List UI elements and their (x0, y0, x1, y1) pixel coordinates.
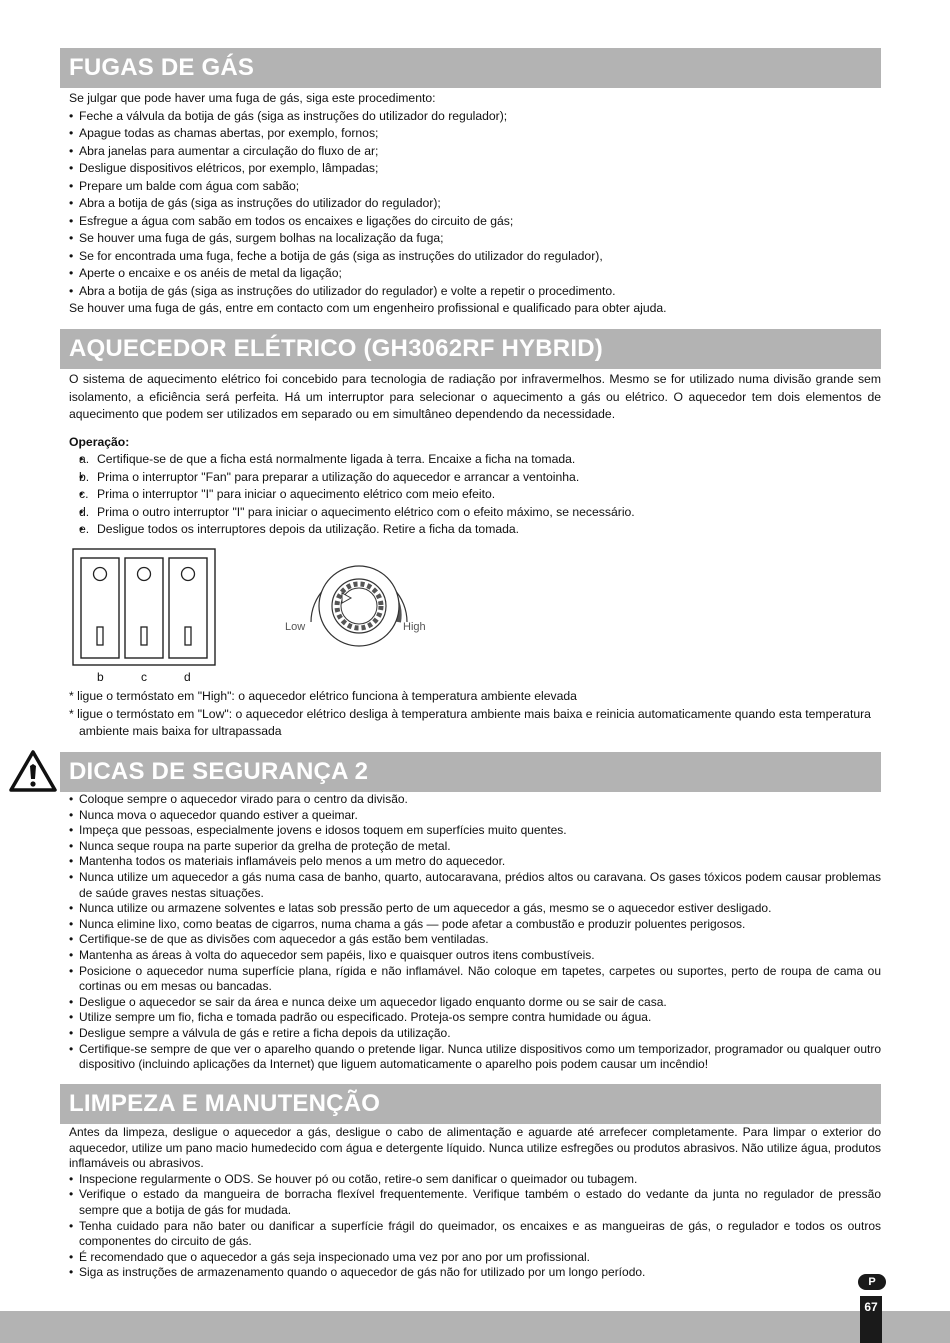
list-item: • Apague todas as chamas abertas, por exemplo, fornos; (69, 125, 881, 143)
list-item: • Certifique-se de que as divisões com aquecedor a gás estão bem ventiladas. (69, 932, 881, 948)
list-item: • Inspecione regularmente o ODS. Se houver pó ou cotão, retire-o sem danificar o queimador ou tubagem. (69, 1172, 881, 1188)
warning-triangle-icon (8, 749, 58, 793)
step-text: Prima o outro interruptor "I" para iniciar o aquecimento elétrico com o efeito máximo, se necessário. (97, 504, 635, 519)
list-item: • Feche a válvula da botija de gás (siga as instruções do utilizador do regulador); (69, 108, 881, 126)
list-item (69, 486, 881, 504)
cleaning-list (69, 1172, 881, 1281)
list-item (69, 504, 881, 522)
gas-leak-content (69, 90, 881, 318)
section-title: LIMPEZA E MANUTENÇÃO (69, 1090, 381, 1117)
list-item: • Verifique o estado da mangueira de borracha flexível frequentemente. Verifique também o estado do vedante da junta no regulador de pressão sempre que a botija de gás for mudada. (69, 1187, 881, 1218)
page-number: 67 (864, 1300, 878, 1314)
switch-label-c: c (141, 670, 147, 684)
step-marker: • a. (79, 452, 90, 466)
section-header-safety (60, 752, 881, 792)
list-item: • Nunca utilize um aquecedor a gás numa casa de banho, quarto, autocaravana, prédios altos ou caravana. Os gases tóxicos podem causar problemas de saúde graves nestas situações. (69, 870, 881, 901)
list-item: • Abra janelas para aumentar a circulação do fluxo de ar; (69, 143, 881, 161)
step-marker: • c. (79, 487, 89, 501)
switch-d-icon (169, 558, 207, 658)
thermostat-notes (69, 688, 881, 741)
list-item (69, 469, 881, 487)
switch-label-b: b (97, 670, 104, 684)
list-item: • Se houver uma fuga de gás, surgem bolhas na localização da fuga; (69, 230, 881, 248)
switch-b-icon (81, 558, 119, 658)
note-low: * ligue o termóstato em "Low": o aquecedor elétrico desliga à temperatura ambiente mais baixa e reinicia automaticamente quando esta temperatura ambiente mais baixa for ultrapassada (69, 706, 871, 738)
list-item: • Siga as instruções de armazenamento quando o aquecedor de gás não for utilizado por um longo período. (69, 1265, 881, 1281)
list-item: • Nunca seque roupa na parte superior da grelha de proteção de metal. (69, 839, 881, 855)
list-item: • Mantenha as áreas à volta do aquecedor sem papéis, lixo e quaisquer outros itens combustíveis. (69, 948, 881, 964)
list-item: • Desligue sempre a válvula de gás e retire a ficha depois da utilização. (69, 1026, 881, 1042)
list-item: • Posicione o aquecedor numa superfície plana, rígida e não inflamável. Não coloque em tapetes, carpetes ou suportes, perto de roupa de cama ou cortinas ou em mesas ou bancadas. (69, 964, 881, 995)
electric-heater-content (69, 371, 881, 539)
gas-leak-outro: Se houver uma fuga de gás, entre em contacto com um engenheiro profissional e qualificado para obter ajuda. (69, 301, 667, 315)
list-item: • Abra a botija de gás (siga as instruções do utilizador do regulador) e volte a repetir o procedimento. (69, 283, 881, 301)
safety-list (69, 792, 881, 1073)
knob-label-low: Low (285, 621, 306, 633)
list-item: • Tenha cuidado para não bater ou danificar a superfície frágil do queimador, os encaixes e as mangueiras de gás, o regulador e todos os outros componentes do circuito de gás. (69, 1219, 881, 1250)
step-text: Certifique-se de que a ficha está normalmente ligada à terra. Encaixe a ficha na tomada. (97, 452, 576, 466)
list-item: • Nunca mova o aquecedor quando estiver a queimar. (69, 808, 881, 824)
section-header-electric-heater (60, 329, 881, 369)
list-item: • Abra a botija de gás (siga as instruções do utilizador do regulador); (69, 195, 881, 213)
list-item: • Desligue dispositivos elétricos, por exemplo, lâmpadas; (69, 160, 881, 178)
safety-content (69, 792, 881, 1073)
knob-grip-icon (332, 579, 386, 633)
switch-label-d: d (184, 670, 191, 684)
list-item: • Coloque sempre o aquecedor virado para o centro da divisão. (69, 792, 881, 808)
step-text: Prima o interruptor "I" para iniciar o aquecimento elétrico com meio efeito. (97, 487, 496, 501)
step-marker: • d. (79, 504, 90, 519)
footer-bar (0, 1311, 950, 1343)
section-title: FUGAS DE GÁS (69, 54, 255, 81)
list-item: • Desligue o aquecedor se sair da área e nunca deixe um aquecedor ligado enquanto dorme ou se sair de casa. (69, 995, 881, 1011)
operation-title: Operação: (69, 434, 130, 449)
list-item: • Nunca utilize ou armazene solventes e latas sob pressão perto de um aquecedor a gás, mesmo se o aquecedor estiver desligado. (69, 901, 881, 917)
list-item: • Impeça que pessoas, especialmente jovens e idosos toquem em superfícies muito quentes. (69, 823, 881, 839)
switch-panel-diagram (72, 548, 218, 668)
gas-leak-intro: Se julgar que pode haver uma fuga de gás, siga este procedimento: (69, 91, 436, 105)
note-high: * ligue o termóstato em "High": o aquecedor elétrico funciona à temperatura ambiente elevada (69, 689, 577, 703)
section-header-cleaning (60, 1084, 881, 1124)
step-marker: • b. (79, 469, 90, 484)
list-item: • Se for encontrada uma fuga, feche a botija de gás (siga as instruções do utilizador do regulador), (69, 248, 881, 266)
switch-c-icon (125, 558, 163, 658)
thermostat-knob-diagram (300, 548, 418, 658)
list-item: • Aperte o encaixe e os anéis de metal da ligação; (69, 265, 881, 283)
cleaning-intro: Antes da limpeza, desligue o aquecedor a gás, desligue o cabo de alimentação e aguarde até arrefecer completamente. Para limpar o exterior do aquecedor, utilize um pano macio humedecido com água e detergente líquido. Nunca utilize esfregões ou produtos abrasivos. Não utilize água, produtos inflamáveis ou abrasivos. (69, 1125, 881, 1171)
electric-heater-intro: O sistema de aquecimento elétrico foi concebido para tecnologia de radiação por infravermelhos. Mesmo se for utilizado numa divisão grande sem isolamento, a eficiência será perfeita. Há um interruptor para selecionar o aquecimento a gás ou elétrico. O aquecedor tem dois elementos de aquecimento que podem ser utilizados em separado ou em simultâneo dependendo da necessidade. (69, 372, 881, 421)
list-item (69, 521, 881, 539)
gas-leak-list (69, 108, 881, 301)
list-item: • Utilize sempre um fio, ficha e tomada padrão ou especificado. Proteja-os sempre contra humidade ou água. (69, 1010, 881, 1026)
list-item: • É recomendado que o aquecedor a gás seja inspecionado uma vez por ano por um profissional. (69, 1250, 881, 1266)
step-text: Desligue todos os interruptores depois da utilização. Retire a ficha da tomada. (97, 522, 520, 536)
list-item (69, 451, 881, 469)
section-title: DICAS DE SEGURANÇA 2 (69, 758, 369, 785)
list-item: • Nunca elimine lixo, como beatas de cigarros, numa chama a gás — pode afetar a combustão e produzir poluentes perigosos. (69, 917, 881, 933)
language-badge: P (858, 1274, 886, 1290)
operation-steps (69, 451, 881, 539)
section-title: AQUECEDOR ELÉTRICO (GH3062RF HYBRID) (69, 335, 603, 362)
step-marker: • e. (79, 522, 90, 536)
list-item: • Prepare um balde com água com sabão; (69, 178, 881, 196)
list-item: • Certifique-se sempre de que ver o aparelho quando o pretende ligar. Nunca utilize dispositivos como um temporizador, programador ou qualquer outro dispositivo (incluindo aplicações da Internet) que liguem automaticamente o aparelho pois podem causar um incêndio! (69, 1042, 881, 1073)
knob-label-high: High (403, 621, 426, 633)
list-item: • Esfregue a água com sabão em todos os encaixes e ligações do circuito de gás; (69, 213, 881, 231)
list-item: • Mantenha todos os materiais inflamáveis pelo menos a um metro do aquecedor. (69, 854, 881, 870)
step-text: Prima o interruptor "Fan" para preparar a utilização do aquecedor e arrancar a ventoinha. (97, 469, 580, 484)
section-header-gas-leak (60, 48, 881, 88)
cleaning-content (69, 1125, 881, 1281)
